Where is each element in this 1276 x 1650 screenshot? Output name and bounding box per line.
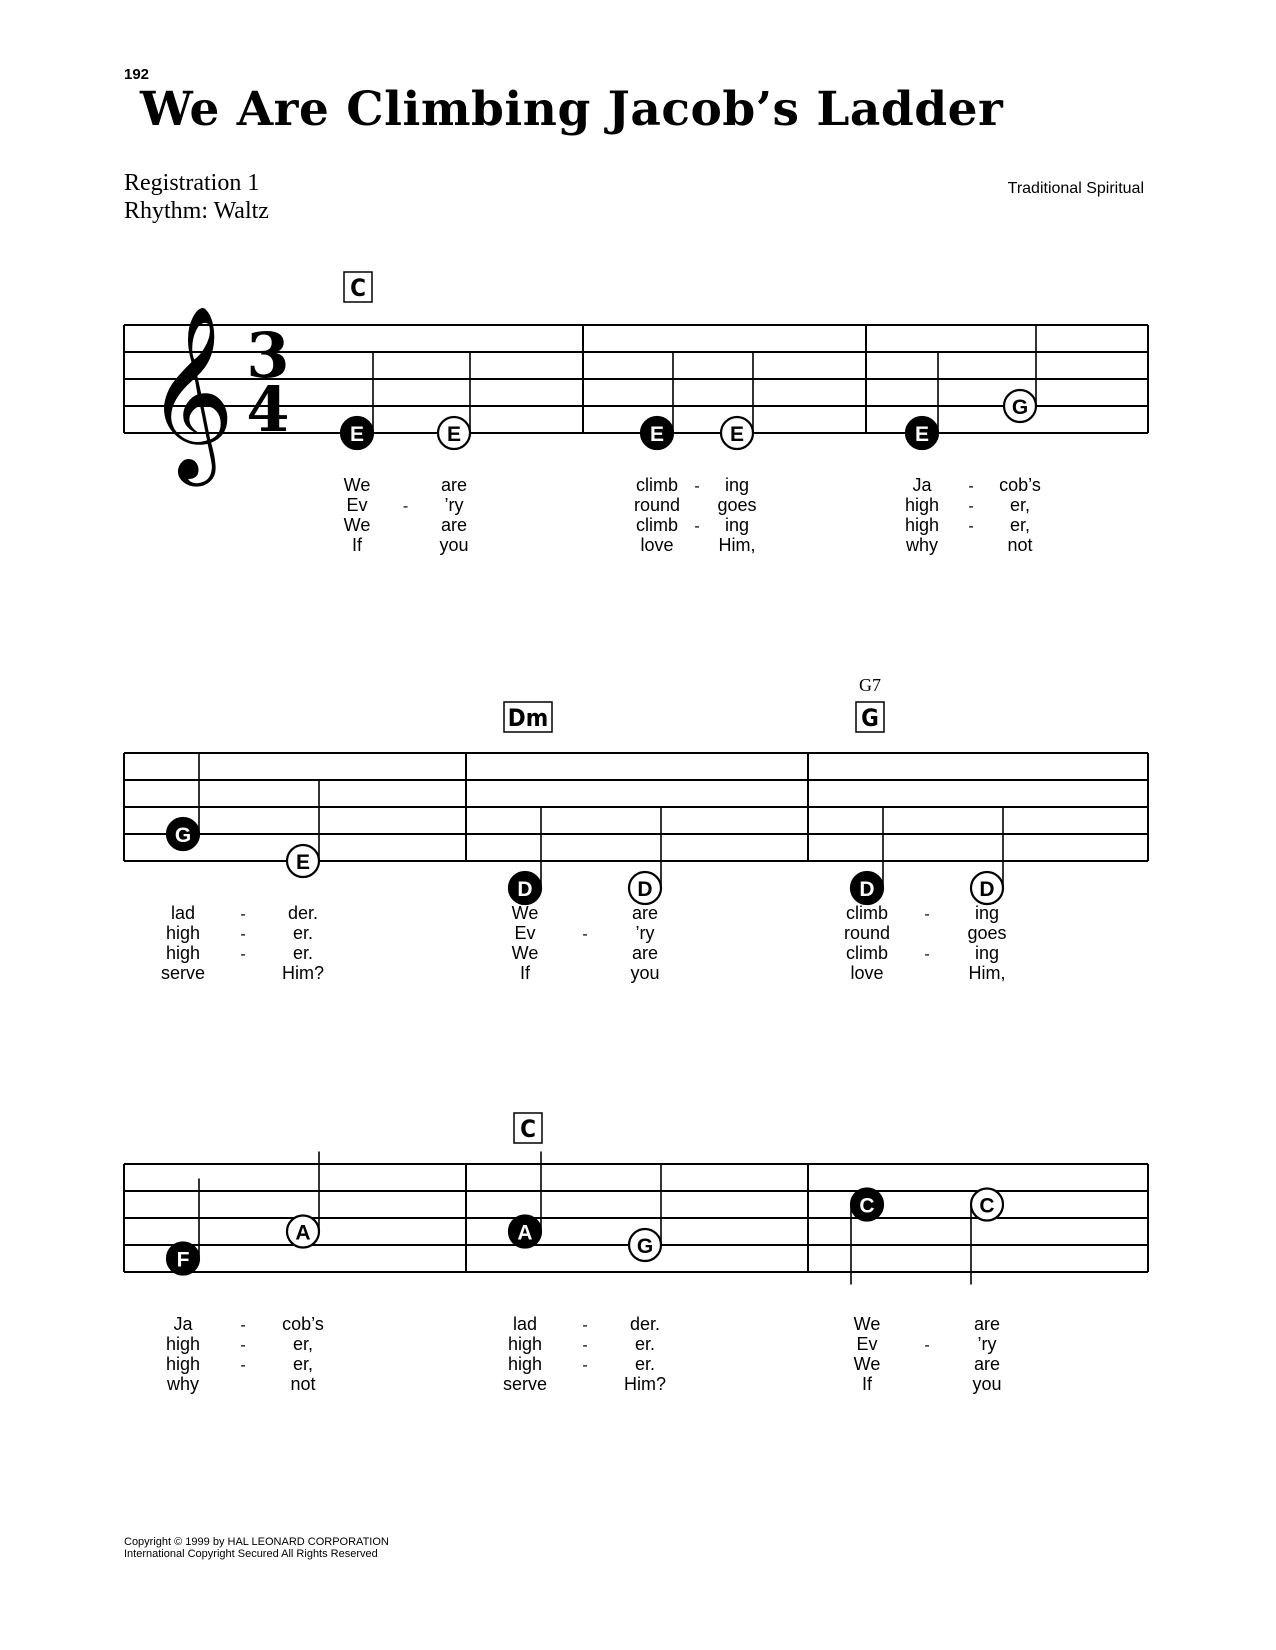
lyric-word: er. xyxy=(634,1334,656,1354)
lyric-word: high xyxy=(165,1354,201,1374)
lyric-word: Him, xyxy=(968,963,1006,983)
lyric-word: ’ry xyxy=(635,923,655,943)
lyric-word: are xyxy=(631,903,659,923)
lyric-word: love xyxy=(640,535,674,555)
lyric-word: Ja xyxy=(912,475,932,495)
lyric-word: Him? xyxy=(281,963,325,983)
lyric-word: We xyxy=(343,475,371,495)
lyric-word: not xyxy=(1007,535,1033,555)
lyric-word: love xyxy=(850,963,884,983)
lyric-word: not xyxy=(290,1374,316,1394)
lyric-hyphen: - xyxy=(240,946,246,963)
lyric-word: are xyxy=(440,515,468,535)
lyric-hyphen: - xyxy=(968,498,974,515)
lyric-word: cob’s xyxy=(999,475,1041,495)
note-letter: A xyxy=(517,1221,533,1245)
lyric-word: climb xyxy=(635,475,679,495)
lyric-word: lad xyxy=(512,1314,538,1334)
lyric-word: are xyxy=(631,943,659,963)
lyric-word: We xyxy=(511,903,539,923)
lyric-hyphen: - xyxy=(924,906,930,923)
lyric-word: ing xyxy=(974,943,1000,963)
lyric-word: Ev xyxy=(856,1334,878,1354)
lyric-word: why xyxy=(166,1374,200,1394)
note-letter: E xyxy=(649,423,665,446)
lyric-hyphen: - xyxy=(240,1317,246,1334)
lyric-word: er. xyxy=(292,923,314,943)
lyric-word: are xyxy=(973,1354,1001,1374)
lyric-word: are xyxy=(973,1314,1001,1334)
copyright-line-2: International Copyright Secured All Rights Reserved xyxy=(124,1548,378,1560)
copyright-line-1: Copyright © 1999 by HAL LEONARD CORPORATION xyxy=(124,1536,389,1548)
lyric-word: ing xyxy=(724,515,750,535)
note-letter: G xyxy=(174,824,192,847)
lyric-word: goes xyxy=(967,923,1007,943)
lyric-hyphen: - xyxy=(582,926,588,943)
composer: Traditional Spiritual xyxy=(1007,180,1144,197)
lyric-hyphen: - xyxy=(240,1337,246,1354)
lyric-word: high xyxy=(165,943,201,963)
lyric-word: Him, xyxy=(718,535,756,555)
staff-system-3 xyxy=(124,1113,1148,1394)
lyric-hyphen: - xyxy=(968,478,974,495)
lyric-word: We xyxy=(853,1314,881,1334)
registration: Registration 1 xyxy=(124,170,260,196)
lyric-word: If xyxy=(351,535,363,555)
lyric-word: high xyxy=(165,1334,201,1354)
note-letter: D xyxy=(637,878,653,901)
lyric-word: lad xyxy=(170,903,196,923)
note-letter: E xyxy=(729,423,745,446)
lyric-word: er, xyxy=(292,1354,314,1374)
lyric-word: goes xyxy=(717,495,757,515)
lyric-word: Ja xyxy=(173,1314,193,1334)
note-letter: E xyxy=(446,423,462,446)
lyric-word: ’ry xyxy=(444,495,464,515)
lyric-hyphen: - xyxy=(240,926,246,943)
staff-system-2 xyxy=(124,675,1148,983)
note-letter: G xyxy=(636,1235,654,1258)
lyric-word: er, xyxy=(292,1334,314,1354)
lyric-word: Ev xyxy=(514,923,536,943)
note-letter: D xyxy=(859,878,875,901)
lyric-hyphen: - xyxy=(968,518,974,535)
time-signature-bottom: 4 xyxy=(246,373,290,446)
lyric-word: round xyxy=(843,923,891,943)
lyric-word: er. xyxy=(634,1354,656,1374)
lyric-word: Ev xyxy=(346,495,368,515)
lyric-hyphen: - xyxy=(582,1357,588,1374)
chord-symbol: C xyxy=(350,274,366,302)
lyric-word: high xyxy=(507,1334,543,1354)
page-number: 192 xyxy=(124,66,150,83)
lyric-hyphen: - xyxy=(694,518,700,535)
lyric-word: We xyxy=(853,1354,881,1374)
note-letter: E xyxy=(295,851,311,874)
lyric-word: If xyxy=(519,963,531,983)
copyright xyxy=(124,1536,389,1560)
lyric-word: er. xyxy=(292,943,314,963)
lyric-word: er, xyxy=(1009,495,1031,515)
lyric-word: ing xyxy=(974,903,1000,923)
lyric-word: high xyxy=(904,515,940,535)
lyric-word: high xyxy=(904,495,940,515)
lyric-word: ’ry xyxy=(977,1334,997,1354)
lyric-word: We xyxy=(511,943,539,963)
rhythm: Rhythm: Waltz xyxy=(124,198,269,224)
lyric-word: der. xyxy=(629,1314,661,1334)
lyric-word: ing xyxy=(724,475,750,495)
chord-alternate: G7 xyxy=(859,675,881,695)
note-letter: E xyxy=(914,423,930,446)
note-letter: D xyxy=(979,878,995,901)
note-letter: E xyxy=(349,423,365,446)
lyric-word: We xyxy=(343,515,371,535)
lyric-word: round xyxy=(633,495,681,515)
note-letter: C xyxy=(979,1194,995,1218)
chord-symbol: C xyxy=(520,1115,536,1143)
note-letter: G xyxy=(1011,396,1029,419)
chord-symbol: G xyxy=(861,704,879,732)
lyric-hyphen: - xyxy=(240,1357,246,1374)
lyric-word: If xyxy=(861,1374,873,1394)
staff-system-1 xyxy=(124,272,1148,555)
note-letter: F xyxy=(176,1248,190,1272)
lyric-word: why xyxy=(905,535,939,555)
lyric-word: climb xyxy=(845,903,889,923)
lyric-word: serve xyxy=(502,1374,548,1394)
lyric-word: you xyxy=(972,1374,1002,1394)
lyric-word: high xyxy=(165,923,201,943)
note-letter: A xyxy=(295,1221,311,1245)
lyric-word: serve xyxy=(160,963,206,983)
treble-clef: 𝄞 xyxy=(146,305,235,479)
lyric-word: cob’s xyxy=(282,1314,324,1334)
lyric-word: climb xyxy=(635,515,679,535)
lyric-hyphen: - xyxy=(924,946,930,963)
chord-symbol: Dm xyxy=(507,704,549,732)
lyric-word: you xyxy=(630,963,660,983)
lyric-word: high xyxy=(507,1354,543,1374)
lyric-word: Him? xyxy=(623,1374,667,1394)
lyric-word: you xyxy=(439,535,469,555)
lyric-word: climb xyxy=(845,943,889,963)
song-title: We Are Climbing Jacob’s Ladder xyxy=(140,82,1004,137)
lyric-hyphen: - xyxy=(582,1337,588,1354)
lyric-hyphen: - xyxy=(582,1317,588,1334)
time-signature-top: 3 xyxy=(246,319,290,392)
lyric-hyphen: - xyxy=(924,1337,930,1354)
lyric-hyphen: - xyxy=(694,478,700,495)
lyric-word: er, xyxy=(1009,515,1031,535)
note-letter: C xyxy=(859,1194,875,1218)
note-letter: D xyxy=(517,878,533,901)
lyric-hyphen: - xyxy=(402,498,409,515)
lyric-hyphen: - xyxy=(240,906,246,923)
lyric-word: are xyxy=(440,475,468,495)
lyric-word: der. xyxy=(287,903,319,923)
